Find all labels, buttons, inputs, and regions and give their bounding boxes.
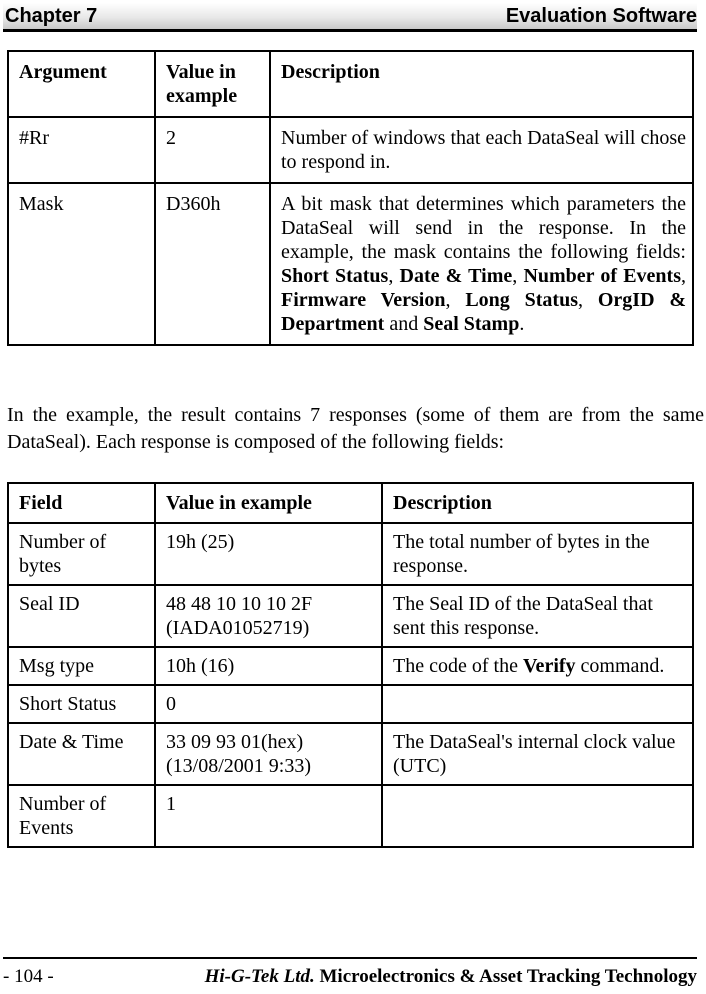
value-cell: 33 09 93 01(hex) (13/08/2001 9:33) — [155, 723, 382, 785]
field-cell: Number of bytes — [8, 523, 155, 585]
description-cell: Number of windows that each DataSeal will chose to respond in. — [270, 117, 693, 183]
header-cell: Description — [382, 483, 693, 523]
value-cell: D360h — [155, 183, 270, 345]
field-cell: Short Status — [8, 685, 155, 723]
period: . — [519, 313, 525, 335]
field-cell: Msg type — [8, 647, 155, 685]
description-cell: The total number of bytes in the response. — [382, 523, 693, 585]
body-paragraph: In the example, the result contains 7 responses (some of them are from the same DataSeal). Each response is composed of the following fields: — [7, 404, 704, 453]
table-row — [8, 647, 693, 685]
field-cell: Seal ID — [8, 585, 155, 647]
header-cell: Value in example — [155, 51, 270, 117]
table-row — [8, 117, 693, 183]
description-text: The code of the — [393, 655, 523, 677]
field-name: Long Status — [465, 289, 578, 311]
table-row — [8, 723, 693, 785]
field-cell: Number of Events — [8, 785, 155, 847]
header-cell: Value in example — [155, 483, 382, 523]
value-cell: 48 48 10 10 10 2F (IADA01052719) — [155, 585, 382, 647]
response-fields-table — [7, 482, 694, 848]
page-footer — [3, 957, 697, 989]
description-text: A bit mask that determines which parameters the DataSeal will send in the response. In the example, the mask contains the following fields: — [281, 193, 686, 263]
table-row — [8, 183, 693, 345]
value-cell: 19h (25) — [155, 523, 382, 585]
field-name: Seal Stamp — [423, 313, 520, 335]
field-name: Date & Time — [399, 265, 513, 287]
table-row — [8, 585, 693, 647]
header-cell: Description — [270, 51, 693, 117]
company-line — [205, 966, 697, 988]
header-cell: Argument — [8, 51, 155, 117]
table-header-row — [8, 51, 693, 117]
table-row — [8, 523, 693, 585]
table-row — [8, 685, 693, 723]
company-tagline: Microelectronics & Asset Tracking Technology — [319, 966, 697, 987]
value-cell: 0 — [155, 685, 382, 723]
value-cell: 2 — [155, 117, 270, 183]
section-title: Evaluation Software — [505, 5, 697, 27]
description-cell: The Seal ID of the DataSeal that sent this response. — [382, 585, 693, 647]
table-header-row — [8, 483, 693, 523]
header-cell: Field — [8, 483, 155, 523]
value-cell: 10h (16) — [155, 647, 382, 685]
conjunction: and — [384, 313, 424, 335]
company-name: Hi-G-Tek Ltd. — [204, 966, 315, 987]
page-header — [3, 3, 697, 32]
description-text: command. — [575, 655, 665, 677]
command-name: Verify — [522, 655, 576, 677]
value-cell: 1 — [155, 785, 382, 847]
field-name: OrgID & Department — [281, 289, 687, 335]
description-cell: The DataSeal's internal clock value (UTC) — [382, 723, 693, 785]
field-name: Number of Events — [523, 265, 681, 287]
field-cell: Date & Time — [8, 723, 155, 785]
argument-table — [7, 50, 694, 346]
description-cell — [382, 647, 693, 685]
chapter-title: Chapter 7 — [5, 5, 98, 27]
table-row — [8, 785, 693, 847]
argument-cell: Mask — [8, 183, 155, 345]
description-cell — [382, 785, 693, 847]
description-cell: A bit mask that determines which parameters the DataSeal will send in the response. In the example, the mask contains the following fields: Short Status, Date & Time, Number of Events, Firmware Version, Long Status, OrgID & Department and Seal Stamp. — [270, 183, 693, 345]
field-name: Firmware Version — [281, 289, 446, 311]
argument-cell: #Rr — [8, 117, 155, 183]
description-cell — [382, 685, 693, 723]
field-name: Short Status — [281, 265, 389, 287]
page-number: - 104 - — [3, 966, 54, 987]
